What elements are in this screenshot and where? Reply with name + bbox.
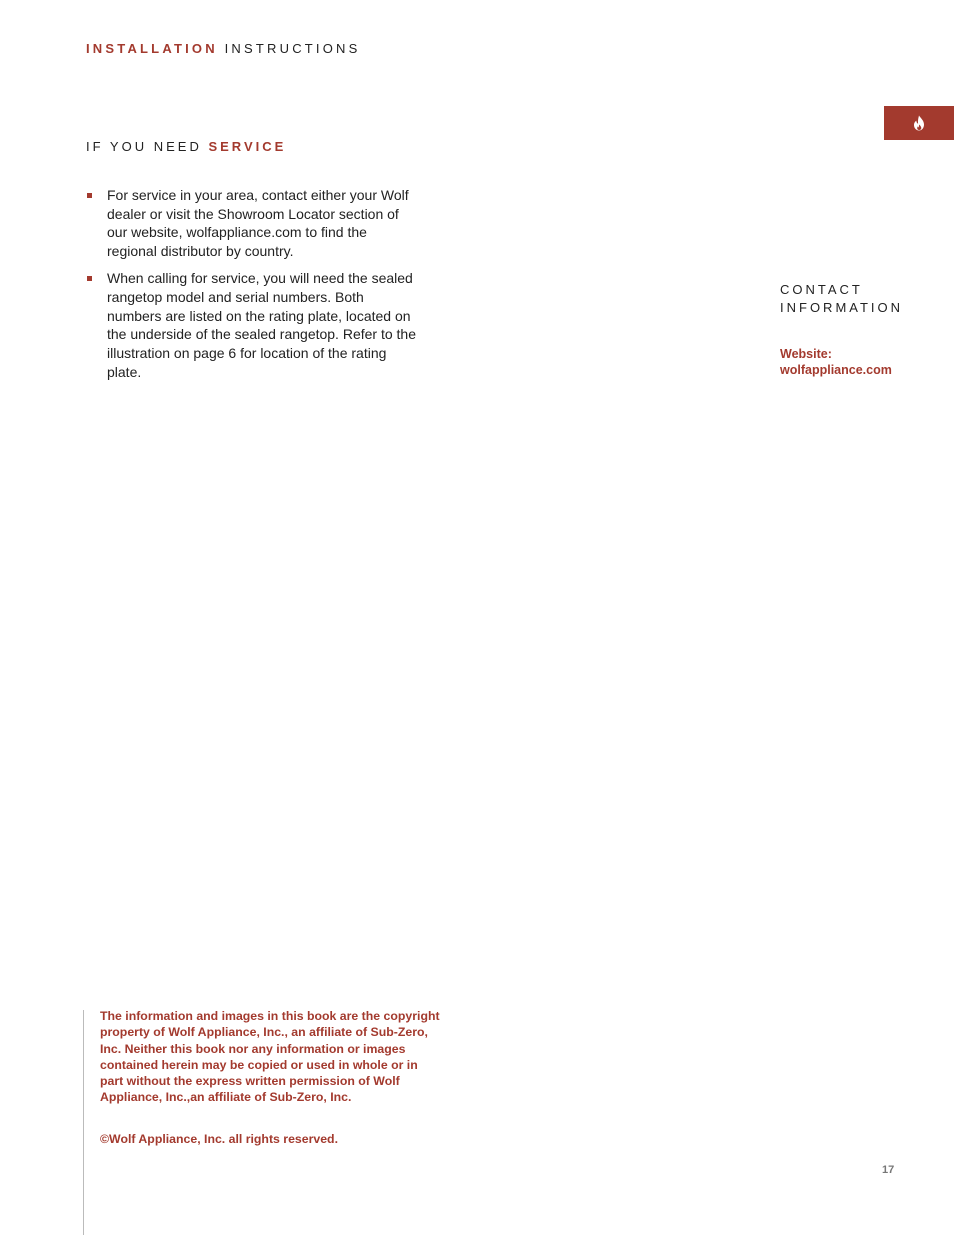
page-number: 17 — [882, 1164, 895, 1176]
website-label: Website: — [780, 347, 832, 361]
section-title — [86, 139, 286, 154]
header-bold: INSTALLATION — [86, 41, 218, 56]
bullet-square-icon — [87, 193, 92, 198]
contact-information-heading — [780, 281, 903, 317]
contact-heading-line1: CONTACT — [780, 282, 863, 297]
copyright-notice: ©Wolf Appliance, Inc. all rights reserved. — [100, 1132, 338, 1146]
section-title-accent: SERVICE — [208, 139, 287, 154]
bullet-text: When calling for service, you will need the sealed rangetop model and serial numbers. Both numbers are listed on the rating plate, located on the underside of the sealed rangetop. Refer to the illustration on page 6 for location of the rating plate. — [107, 270, 416, 380]
list-item — [86, 186, 416, 261]
footer-divider — [83, 1010, 84, 1235]
bullet-text: For service in your area, contact either your Wolf dealer or visit the Showroom Locator section of our website, wolfappliance.com to find the regional distributor by country. — [107, 187, 409, 260]
section-tab — [884, 106, 954, 140]
flame-icon — [912, 115, 926, 131]
website-link[interactable]: wolfappliance.com — [780, 363, 892, 377]
service-bullet-list — [86, 186, 416, 390]
header-light: INSTRUCTIONS — [224, 41, 361, 56]
contact-heading-line2: INFORMATION — [780, 300, 904, 315]
website-contact — [780, 346, 892, 378]
page-header — [86, 41, 361, 56]
list-item — [86, 269, 416, 381]
legal-notice: The information and images in this book are the copyright property of Wolf Appliance, Inc., an affiliate of Sub-Zero, Inc. Neither this book nor any information or images contained herein may be copied or used in whole or in part without the express written permission of Wolf Appliance, Inc.,an affiliate of Sub-Zero, Inc. — [100, 1009, 440, 1105]
bullet-square-icon — [87, 276, 92, 281]
section-title-prefix: IF YOU NEED — [86, 139, 202, 154]
